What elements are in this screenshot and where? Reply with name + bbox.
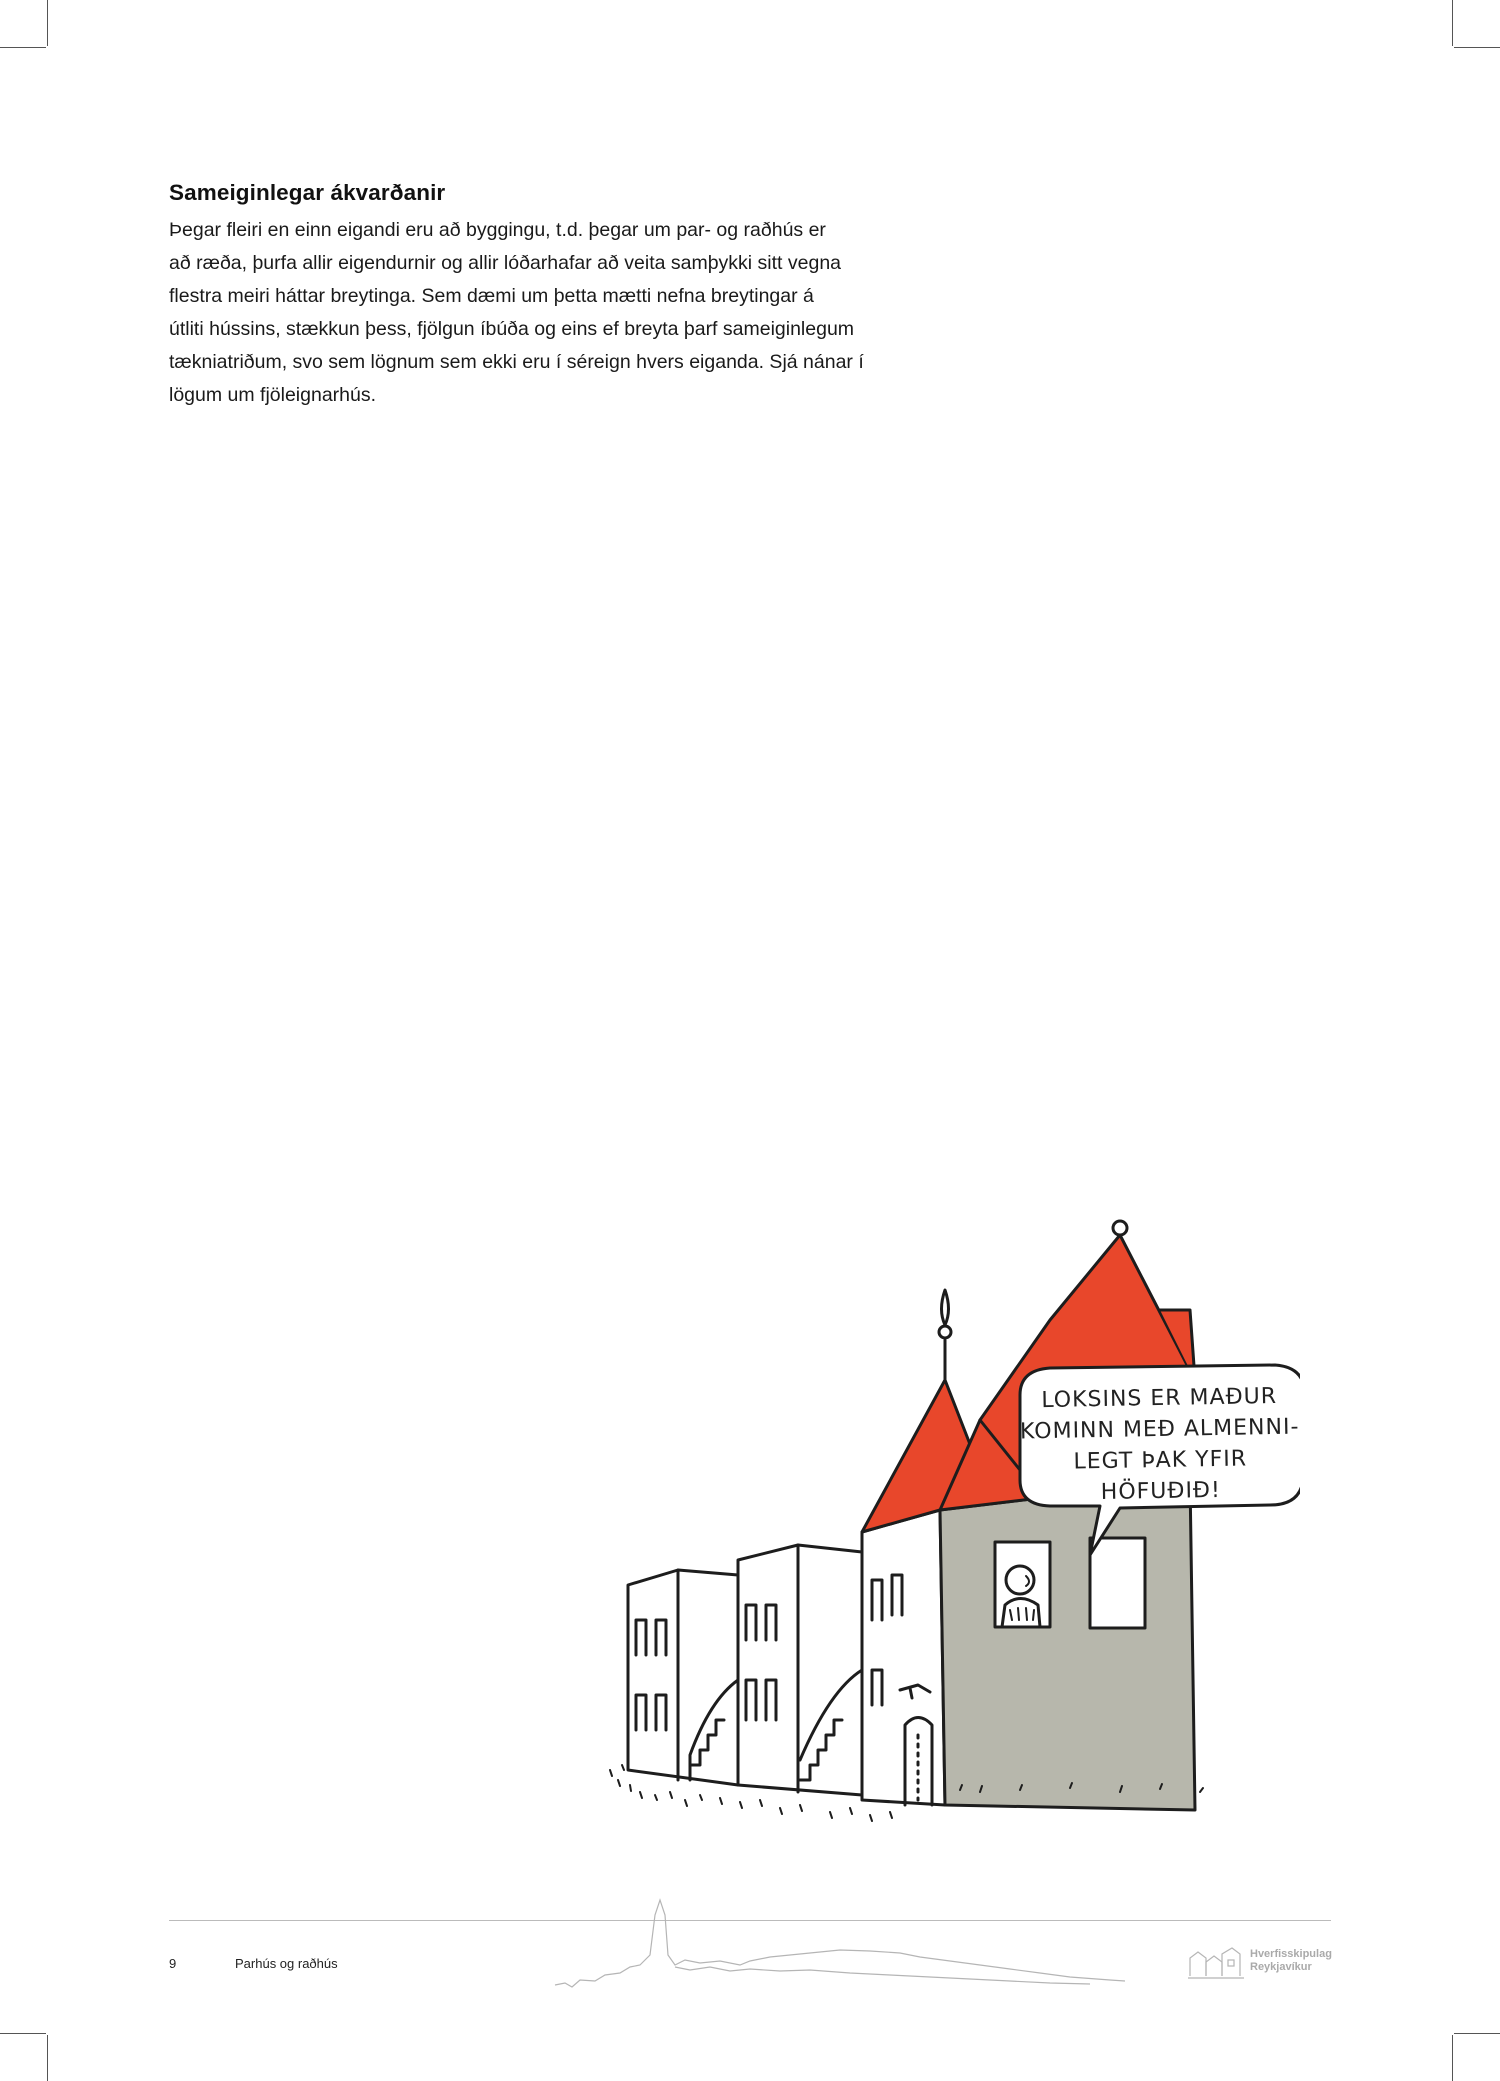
crop-mark-bottom-right-v	[1452, 2035, 1453, 2081]
crop-mark-top-right-v	[1452, 0, 1453, 46]
article-line: Þegar fleiri en einn eigandi eru að byggingu, t.d. þegar um par- og raðhús er	[169, 219, 826, 241]
logo-line-1: Hverfisskipulag	[1250, 1948, 1332, 1960]
article-line: lögum um fjöleignarhús.	[169, 384, 377, 406]
article-body	[169, 214, 939, 412]
back-house	[628, 1570, 738, 1785]
speech-line: KOMINN MEÐ ALMENNI-	[1019, 1414, 1300, 1445]
logo-house-icon	[1188, 1946, 1244, 1982]
hverfisskipulag-logo	[1188, 1944, 1338, 1984]
article-line: tækniatriðum, svo sem lögnum sem ekki eru í séreign hvers eiganda. Sjá nánar í	[169, 351, 864, 373]
logo-line-2: Reykjavíkur	[1250, 1961, 1312, 1973]
crop-mark-bottom-left-v	[47, 2035, 48, 2081]
row-houses-illustration	[600, 1180, 1300, 1880]
crop-mark-bottom-left-h	[0, 2033, 46, 2034]
section-title: Parhús og raðhús	[235, 1956, 338, 1971]
page-number: 9	[169, 1956, 177, 1971]
article	[169, 176, 939, 412]
article-heading: Sameiginlegar ákvarðanir	[169, 180, 446, 205]
middle-house	[738, 1545, 862, 1795]
speech-line: LEGT ÞAK YFIR HÖFUÐIÐ!	[1073, 1446, 1248, 1506]
crop-mark-bottom-right-h	[1454, 2033, 1500, 2034]
crop-mark-top-left-h	[0, 47, 46, 48]
speech-line: LOKSINS ER MAÐUR	[1041, 1383, 1278, 1414]
article-line: útliti hússins, stækkun þess, fjölgun íbúða og eins ef breyta þarf sameiginlegum	[169, 318, 855, 340]
logo-text	[1250, 1948, 1332, 1974]
reykjavik-skyline-icon	[550, 1895, 1130, 1995]
front-narrow-house	[862, 1510, 945, 1805]
article-line: flestra meiri háttar breytinga. Sem dæmi um þetta mætti nefna breytingar á	[169, 285, 814, 307]
article-line: að ræða, þurfa allir eigendurnir og allir lóðarhafar að veita samþykki sitt vegna	[169, 252, 842, 274]
crop-mark-top-right-h	[1454, 47, 1500, 48]
crop-mark-top-left-v	[47, 0, 48, 46]
speech-bubble-text	[1009, 1372, 1311, 1517]
